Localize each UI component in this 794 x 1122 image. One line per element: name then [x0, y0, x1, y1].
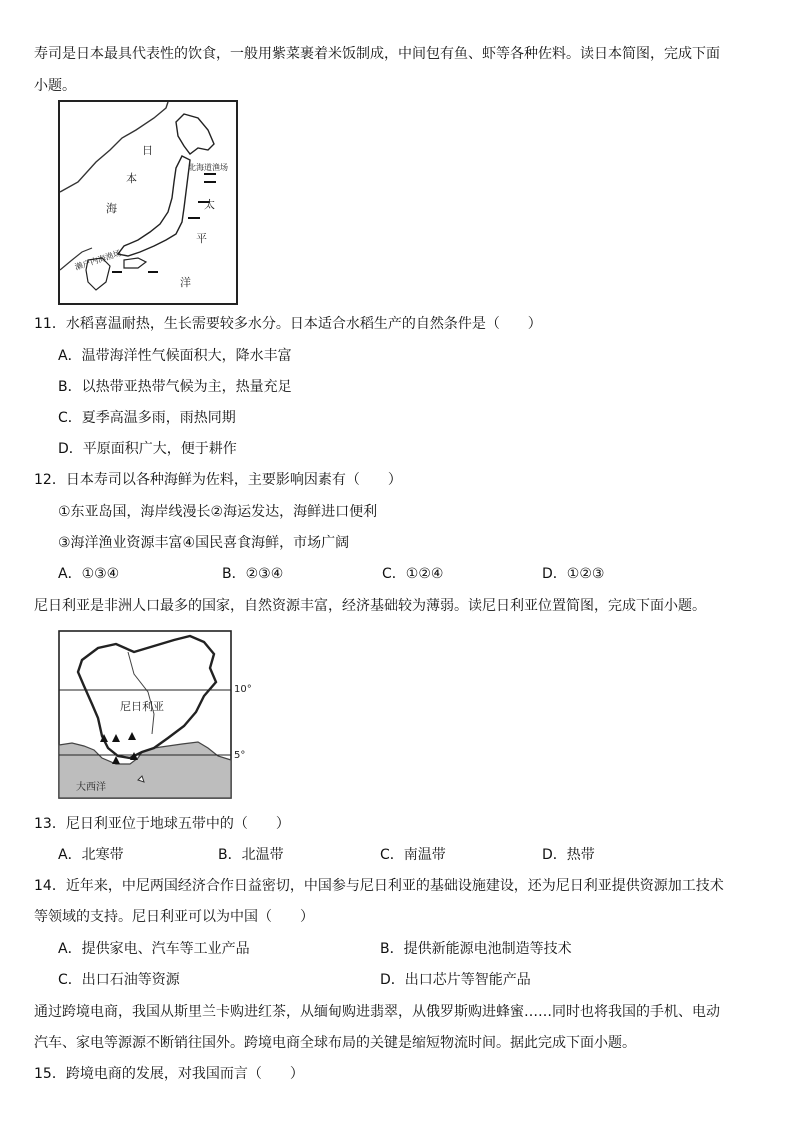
passage-3-line-2: 汽车、家电等源源不断销往国外。跨境电商全球布局的关键是缩短物流时间。据此完成下面小题。: [34, 1035, 636, 1051]
q12-option-a[interactable]: A．①③④: [58, 566, 120, 582]
label-ocean-2: 平: [196, 232, 207, 245]
q12-option-d[interactable]: D．①②③: [542, 566, 605, 582]
q13-option-d[interactable]: D．热带: [542, 847, 595, 863]
label-lat-10: 10°: [234, 684, 252, 695]
passage-1-line-2: 小题。: [34, 78, 76, 94]
label-ocean-1: 太: [204, 198, 215, 211]
passage-2: 尼日利亚是非洲人口最多的国家，自然资源丰富，经济基础较为薄弱。读尼日利亚位置简图，完成下面小题。: [34, 598, 706, 614]
label-hokkaido-fishery: 北海道渔场: [188, 163, 228, 172]
q12-stem: 12．日本寿司以各种海鲜为佐料，主要影响因素有（ ）: [34, 472, 402, 488]
q13-option-a[interactable]: A．北寒带: [58, 847, 124, 863]
label-sea-1: 日: [142, 144, 153, 157]
label-lat-5: 5°: [234, 750, 246, 761]
q14-option-d[interactable]: D．出口芯片等智能产品: [380, 972, 531, 988]
q11-stem: 11．水稻喜温耐热，生长需要较多水分。日本适合水稻生产的自然条件是（ ）: [34, 316, 542, 332]
q15-stem: 15．跨境电商的发展，对我国而言（ ）: [34, 1066, 304, 1082]
q14-option-a[interactable]: A．提供家电、汽车等工业产品: [58, 941, 250, 957]
label-nigeria: 尼日利亚: [120, 700, 164, 713]
label-sea-3: 海: [106, 202, 117, 215]
q11-option-a[interactable]: A．温带海洋性气候面积大，降水丰富: [58, 348, 292, 364]
nigeria-map: [58, 630, 258, 800]
q12-statements-line-1: ①东亚岛国，海岸线漫长②海运发达，海鲜进口便利: [58, 504, 378, 520]
nigeria-map-svg: [58, 630, 258, 800]
q12-option-c[interactable]: C．①②④: [382, 566, 444, 582]
q14-stem-line-1: 14．近年来，中尼两国经济合作日益密切，中国参与尼日利亚的基础设施建设，还为尼日利亚提供资源加工技术: [34, 878, 724, 894]
label-ocean-3: 洋: [180, 276, 191, 289]
label-south-fishery: 濑户内海渔场: [73, 248, 123, 272]
q14-option-c[interactable]: C．出口石油等资源: [58, 972, 180, 988]
q14-option-b[interactable]: B．提供新能源电池制造等技术: [380, 941, 572, 957]
q12-option-b[interactable]: B．②③④: [222, 566, 284, 582]
japan-map-svg: [58, 100, 238, 305]
label-sea-2: 本: [126, 172, 137, 185]
passage-1-line-1: 寿司是日本最具代表性的饮食，一般用紫菜裹着米饭制成，中间包有鱼、虾等各种佐料。读日本简图，完成下面: [34, 46, 720, 62]
q11-option-d[interactable]: D．平原面积广大，便于耕作: [58, 441, 237, 457]
passage-3-line-1: 通过跨境电商，我国从斯里兰卡购进红茶，从缅甸购进翡翠，从俄罗斯购进蜂蜜……同时也将我国的手机、电动: [34, 1004, 720, 1020]
q13-option-b[interactable]: B．北温带: [218, 847, 284, 863]
q11-option-b[interactable]: B．以热带亚热带气候为主，热量充足: [58, 379, 292, 395]
q11-option-c[interactable]: C．夏季高温多雨，雨热同期: [58, 410, 236, 426]
q12-statements-line-2: ③海洋渔业资源丰富④国民喜食海鲜，市场广阔: [58, 535, 350, 551]
q13-stem: 13．尼日利亚位于地球五带中的（ ）: [34, 816, 290, 832]
japan-map: [58, 100, 238, 305]
q14-stem-line-2: 等领域的支持。尼日利亚可以为中国（ ）: [34, 909, 314, 925]
label-atlantic: 大西洋: [76, 782, 106, 793]
q13-option-c[interactable]: C．南温带: [380, 847, 446, 863]
